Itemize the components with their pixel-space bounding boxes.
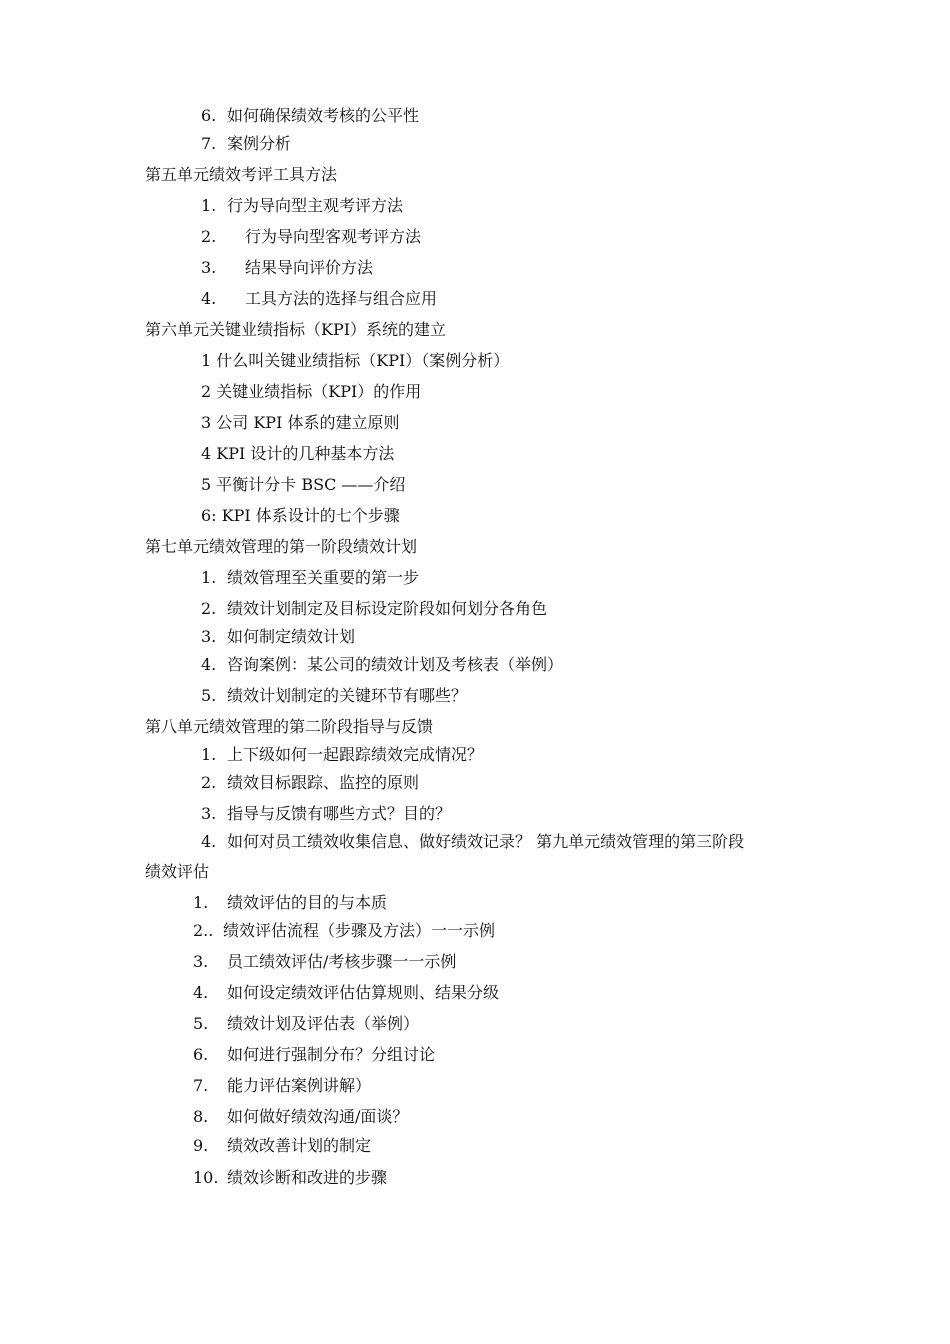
unit-heading-continued: 绩效评估 — [145, 862, 210, 881]
list-item — [201, 655, 563, 675]
unit-heading: 第六单元关键业绩指标（KPI）系统的建立 — [145, 320, 447, 339]
item-text: 咨询案例：某公司的绩效计划及考核表（举例） — [227, 655, 564, 674]
item-number: 4. — [201, 655, 217, 674]
item-number: 2. — [201, 599, 217, 618]
item-text: 绩效评估的目的与本质 — [227, 893, 388, 912]
item-text: 绩效管理至关重要的第一步 — [227, 568, 420, 587]
item-text: 绩效计划及评估表（举例） — [227, 1014, 420, 1033]
item-text: 绩效改善计划的制定 — [227, 1136, 372, 1155]
item-text: 如何制定绩效计划 — [227, 627, 356, 646]
item-number: 5. — [201, 686, 217, 705]
list-item — [193, 1014, 419, 1034]
list-item — [201, 258, 373, 278]
list-item: 5 平衡计分卡 BSC ——介绍 — [201, 475, 406, 494]
item-text: 员工绩效评估/考核步骤一一示例 — [227, 952, 457, 971]
item-text: 如何进行强制分布？分组讨论 — [227, 1045, 436, 1064]
list-item — [193, 893, 387, 913]
item-text: 结果导向评价方法 — [245, 258, 374, 277]
item-number: 8. — [193, 1107, 209, 1126]
item-number: 2. — [201, 227, 217, 246]
list-item — [201, 106, 419, 126]
item-text: 上下级如何一起跟踪绩效完成情况？ — [227, 745, 484, 764]
item-text: 绩效计划制定及目标设定阶段如何划分各角色 — [227, 599, 548, 618]
item-text: 行为导向型主观考评方法 — [227, 196, 404, 215]
list-item — [201, 568, 419, 588]
item-number: 4. — [201, 289, 217, 308]
unit-heading: 第五单元绩效考评工具方法 — [145, 165, 338, 184]
list-item: 2 关键业绩指标（KPI）的作用 — [201, 382, 422, 401]
item-number: 2.. — [193, 921, 214, 940]
list-item: 1 什么叫关键业绩指标（KPI）（案例分析） — [201, 351, 510, 370]
item-text: 案例分析 — [227, 134, 292, 153]
item-number: 3. — [201, 258, 217, 277]
item-text: 如何做好绩效沟通/面谈？ — [227, 1107, 409, 1126]
item-number: 1. — [193, 893, 209, 912]
item-number: 3. — [201, 804, 217, 823]
item-number: 7. — [201, 134, 217, 153]
list-item — [193, 1045, 435, 1065]
list-item — [193, 921, 495, 941]
list-item — [201, 773, 419, 793]
item-number: 4. — [193, 983, 209, 1002]
item-text: 行为导向型客观考评方法 — [245, 227, 422, 246]
item-text: 指导与反馈有哪些方式？目的？ — [227, 804, 452, 823]
item-number: 7. — [193, 1076, 209, 1095]
list-item — [201, 627, 355, 647]
list-item — [201, 686, 467, 706]
list-item — [201, 196, 403, 216]
list-item — [201, 804, 451, 824]
list-item — [193, 1168, 387, 1188]
item-text: 工具方法的选择与组合应用 — [245, 289, 438, 308]
item-number: 10. — [193, 1168, 219, 1187]
item-number: 1. — [201, 568, 217, 587]
item-number: 1. — [201, 745, 217, 764]
item-text: 如何对员工绩效收集信息、做好绩效记录？ 第九单元绩效管理的第三阶段 — [227, 832, 745, 851]
item-text: 绩效目标跟踪、监控的原则 — [227, 773, 420, 792]
list-item — [201, 227, 421, 247]
item-text: 如何设定绩效评估估算规则、结果分级 — [227, 983, 500, 1002]
item-number: 6. — [193, 1045, 209, 1064]
list-item: 4 KPI 设计的几种基本方法 — [201, 444, 395, 463]
unit-heading: 第八单元绩效管理的第二阶段指导与反馈 — [145, 717, 434, 736]
list-item: 6: KPI 体系设计的七个步骤 — [201, 506, 400, 525]
list-item — [193, 1107, 408, 1127]
list-item — [193, 1136, 371, 1156]
list-item — [193, 983, 499, 1003]
item-text: 绩效评估流程（步骤及方法）一一示例 — [223, 921, 496, 940]
item-number: 6. — [201, 106, 217, 125]
list-item — [201, 134, 291, 154]
unit-heading: 第七单元绩效管理的第一阶段绩效计划 — [145, 537, 418, 556]
item-number: 2. — [201, 773, 217, 792]
item-text: 绩效计划制定的关键环节有哪些？ — [227, 686, 468, 705]
item-number: 3. — [193, 952, 209, 971]
item-number: 5. — [193, 1014, 209, 1033]
list-item: 3 公司 KPI 体系的建立原则 — [201, 413, 400, 432]
list-item — [201, 599, 547, 619]
item-text: 绩效诊断和改进的步骤 — [227, 1168, 388, 1187]
list-item — [201, 289, 437, 309]
item-text: 如何确保绩效考核的公平性 — [227, 106, 420, 125]
list-item — [201, 832, 744, 852]
item-text: 能力评估案例讲解） — [227, 1076, 372, 1095]
list-item — [193, 952, 456, 972]
list-item — [193, 1076, 371, 1096]
item-number: 3. — [201, 627, 217, 646]
item-number: 4. — [201, 832, 217, 851]
item-number: 1. — [201, 196, 217, 215]
item-number: 9. — [193, 1136, 209, 1155]
list-item — [201, 745, 483, 765]
